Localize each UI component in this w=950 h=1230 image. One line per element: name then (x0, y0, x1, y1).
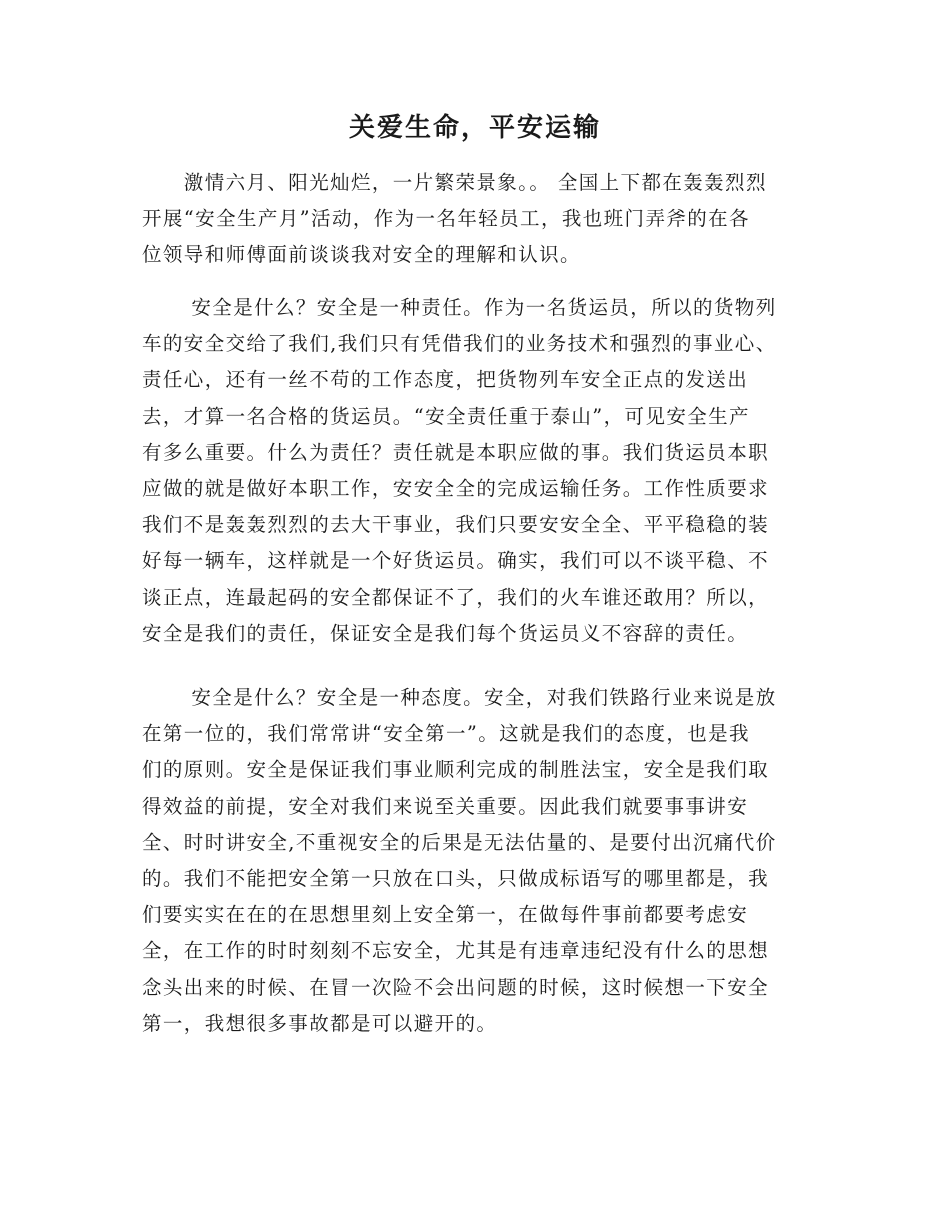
paragraph-2 (142, 290, 810, 652)
paragraph-1 (142, 165, 810, 274)
text-line: 的。我们不能把安全第一只放在口头，只做成标语写的哪里都是，我 (142, 867, 770, 891)
text-line: 得效益的前提，安全对我们来说至关重要。因此我们就要事事讲安 (142, 794, 749, 818)
text-line: 激情六月、阳光灿烂，一片繁荣景象。。 全国上下都在轰轰烈烈 (142, 171, 767, 194)
text-line: 第一，我想很多事故都是可以避开的。 (142, 1011, 498, 1035)
document-title: 关爱生命，平安运输 (348, 113, 601, 143)
paragraph-3 (142, 680, 810, 1042)
text-line: 有多么重要。什么为责任？责任就是本职应做的事。我们货运员本职 (142, 440, 770, 464)
text-line: 安全是什么？安全是一种态度。安全，对我们铁路行业来说是放 (142, 686, 777, 709)
text-line: 责任心，还有一丝不苟的工作态度，把货物列车安全正点的发送出 (142, 368, 749, 392)
text-line: 位领导和师傅面前谈谈我对安全的理解和认识。 (142, 243, 581, 267)
text-line: 在第一位的，我们常常讲“安全第一”。这就是我们的态度，也是我 (142, 722, 750, 746)
text-line: 我们不是轰轰烈烈的去大干事业，我们只要安安全全、平平稳稳的装 (142, 513, 770, 537)
text-line: 车的安全交给了我们,我们只有凭借我们的业务技术和强烈的事业心、 (142, 332, 777, 356)
text-line: 念头出来的时候、在冒一次险不会出问题的时候，这时候想一下安全 (142, 975, 770, 999)
text-line: 全、时时讲安全,不重视安全的后果是无法估量的、是要付出沉痛代价 (142, 830, 777, 854)
text-line: 好每一辆车，这样就是一个好货运员。确实，我们可以不谈平稳、不 (142, 549, 770, 573)
text-line: 安全是我们的责任，保证安全是我们每个货运员义不容辞的责任。 (142, 621, 749, 645)
text-line: 开展“安全生产月”活动，作为一名年轻员工，我也班门弄斧的在各 (142, 207, 750, 231)
text-line: 应做的就是做好本职工作，安安全全的完成运输任务。工作性质要求 (142, 477, 770, 501)
text-line: 去，才算一名合格的货运员。“安全责任重于泰山”，可见安全生产 (142, 404, 750, 428)
text-line: 们要实实在在的在思想里刻上安全第一，在做每件事前都要考虑安 (142, 903, 749, 927)
text-line: 谈正点，连最起码的安全都保证不了，我们的火车谁还敢用？所以， (142, 585, 770, 609)
text-line: 们的原则。安全是保证我们事业顺利完成的制胜法宝，安全是我们取 (142, 758, 770, 782)
text-line: 安全是什么？安全是一种责任。作为一名货运员，所以的货物列 (142, 296, 777, 319)
text-line: 全，在工作的时时刻刻不忘安全，尤其是有违章违纪没有什么的思想 (142, 939, 770, 963)
